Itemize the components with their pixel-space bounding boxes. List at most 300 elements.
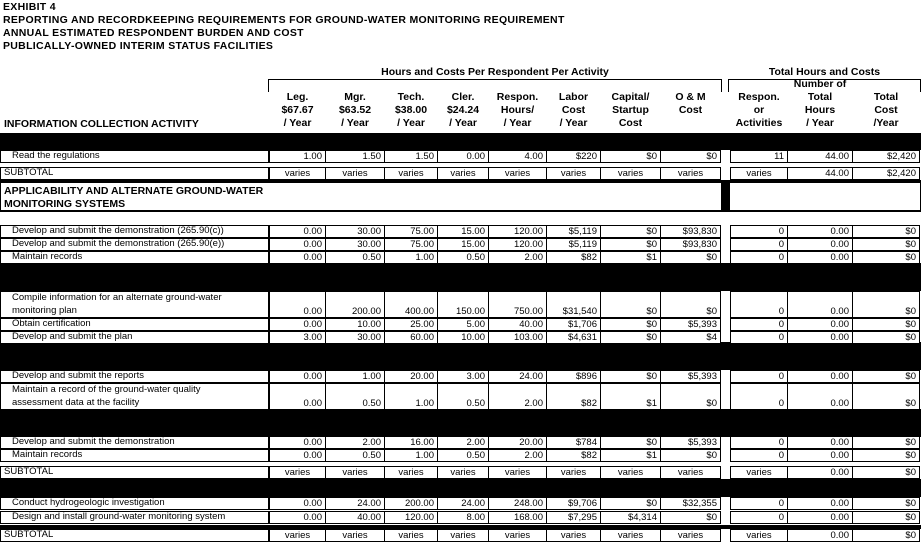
- value-cell: [787, 436, 853, 449]
- value-cell: [600, 497, 661, 510]
- value-cell: [600, 331, 661, 344]
- cell-value: 0.00: [830, 398, 849, 409]
- title-line-1: EXHIBIT 4: [3, 1, 56, 13]
- value-cell: [546, 167, 601, 180]
- cell-value: 0.00: [830, 512, 849, 523]
- column-header: [788, 78, 852, 130]
- cell-value: varies: [560, 168, 587, 179]
- value-cell: [437, 331, 489, 344]
- cell-value: varies: [677, 530, 704, 541]
- cell-value: 24.00: [357, 498, 381, 509]
- value-cell: [600, 466, 661, 479]
- value-cell: [384, 529, 438, 542]
- group-header-totals: Total Hours and Costs: [768, 66, 881, 78]
- value-cell: [325, 331, 385, 344]
- value-cell: [325, 225, 385, 238]
- value-cell: [384, 370, 438, 383]
- value-cell: [384, 511, 438, 524]
- column-header-line: $38.00: [394, 104, 428, 116]
- value-cell: [384, 497, 438, 510]
- value-cell: [660, 150, 721, 163]
- cell-value: 75.00: [410, 239, 434, 250]
- column-header-line: Hours: [804, 104, 836, 116]
- activity-cell: [0, 466, 269, 479]
- cell-value: 1.00: [415, 398, 434, 409]
- cell-value: 16.00: [410, 437, 434, 448]
- column-header-line: Total: [873, 91, 899, 103]
- subtotal-row: [0, 167, 921, 180]
- value-cell: [488, 497, 547, 510]
- cell-value: $0: [646, 306, 657, 317]
- cell-value: $82: [581, 398, 597, 409]
- table-row: [0, 497, 921, 510]
- cell-value: 0.50: [466, 252, 485, 263]
- value-cell: [600, 238, 661, 251]
- table-row: [0, 449, 921, 462]
- activity-label-line: Develop and submit the demonstration (265.90(c)): [12, 225, 224, 236]
- value-cell: [269, 291, 326, 318]
- table-row: [0, 383, 921, 410]
- column-header-line: Mgr.: [344, 91, 366, 103]
- value-cell: [730, 167, 788, 180]
- activity-cell: [0, 225, 269, 238]
- value-cell: [384, 251, 438, 264]
- activity-label-line: Develop and submit the plan: [12, 331, 133, 342]
- value-cell: [600, 291, 661, 318]
- value-cell: [660, 238, 721, 251]
- value-cell: [546, 383, 601, 410]
- cell-value: varies: [398, 530, 424, 541]
- activity-label-line: SUBTOTAL: [4, 167, 54, 178]
- cell-value: 0: [778, 450, 784, 461]
- value-cell: [730, 466, 788, 479]
- cell-value: varies: [398, 168, 424, 179]
- value-cell: [325, 436, 385, 449]
- activity-label: [4, 466, 53, 478]
- cell-value: $0: [706, 252, 717, 263]
- value-cell: [660, 318, 721, 331]
- value-cell: [546, 511, 601, 524]
- column-header-line: Cler.: [451, 91, 475, 103]
- cell-value: 0.50: [362, 398, 381, 409]
- section-band: [0, 409, 921, 437]
- value-cell: [546, 449, 601, 462]
- cell-value: 103.00: [513, 332, 543, 343]
- cell-value: 0: [778, 332, 784, 343]
- cell-value: $4,631: [567, 332, 597, 343]
- cell-value: 0.50: [362, 450, 381, 461]
- cell-value: $82: [581, 450, 597, 461]
- value-cell: [437, 529, 489, 542]
- value-cell: [787, 529, 853, 542]
- cell-value: $2,420: [886, 168, 916, 179]
- cell-value: varies: [677, 168, 704, 179]
- cell-value: $31,540: [562, 306, 597, 317]
- cell-value: $0: [905, 239, 916, 250]
- column-header: [731, 91, 787, 130]
- value-cell: [269, 318, 326, 331]
- value-cell: [437, 251, 489, 264]
- cell-value: 2.00: [466, 437, 485, 448]
- value-cell: [488, 511, 547, 524]
- cell-value: 0.00: [830, 498, 849, 509]
- value-cell: [488, 225, 547, 238]
- value-cell: [437, 238, 489, 251]
- value-cell: [730, 251, 788, 264]
- column-header-line: or: [753, 104, 765, 116]
- title-line-3: ANNUAL ESTIMATED RESPONDENT BURDEN AND COST: [3, 27, 304, 39]
- cell-value: $82: [581, 252, 597, 263]
- cell-value: varies: [617, 530, 644, 541]
- value-cell: [730, 318, 788, 331]
- activity-label-line: SUBTOTAL: [4, 466, 54, 477]
- cell-value: 40.00: [357, 512, 381, 523]
- value-cell: [437, 436, 489, 449]
- column-header: [489, 91, 546, 130]
- value-cell: [787, 251, 853, 264]
- column-header-line: Leg.: [286, 91, 309, 103]
- table-row: [0, 511, 921, 524]
- cell-value: $0: [646, 151, 657, 162]
- cell-value: 0.00: [830, 437, 849, 448]
- value-cell: [325, 150, 385, 163]
- value-cell: [787, 291, 853, 318]
- value-cell: [437, 291, 489, 318]
- cell-value: 200.00: [351, 306, 381, 317]
- value-cell: [730, 497, 788, 510]
- cell-value: $0: [646, 371, 657, 382]
- value-cell: [269, 167, 326, 180]
- value-cell: [269, 238, 326, 251]
- activity-label-line: assessment data at the facility: [12, 397, 140, 408]
- value-cell: [384, 150, 438, 163]
- cell-value: $0: [905, 332, 916, 343]
- value-cell: [600, 225, 661, 238]
- value-cell: [787, 511, 853, 524]
- column-header: [326, 91, 384, 130]
- column-header: [661, 91, 720, 130]
- cell-value: 0: [778, 437, 784, 448]
- cell-value: 200.00: [404, 498, 434, 509]
- cell-value: varies: [450, 467, 476, 478]
- column-header-line: Total: [807, 91, 833, 103]
- value-cell: [787, 225, 853, 238]
- cell-value: 400.00: [404, 306, 434, 317]
- column-header: [601, 91, 660, 130]
- cell-value: $0: [905, 371, 916, 382]
- section-band: [0, 342, 921, 370]
- column-header-line: Respon.: [496, 91, 539, 103]
- value-cell: [325, 291, 385, 318]
- value-cell: [325, 449, 385, 462]
- column-header-line: / Year: [449, 117, 477, 129]
- value-cell: [660, 436, 721, 449]
- cell-value: 24.00: [461, 498, 485, 509]
- value-cell: [269, 225, 326, 238]
- cell-value: 168.00: [513, 512, 543, 523]
- activity-label-line: SUBTOTAL: [4, 529, 54, 540]
- value-cell: [730, 291, 788, 318]
- cell-value: 1.00: [415, 252, 434, 263]
- column-header-line: $63.52: [338, 104, 372, 116]
- activity-label: [12, 150, 100, 162]
- value-cell: [852, 225, 920, 238]
- cell-value: 0.00: [303, 512, 322, 523]
- activity-cell: [0, 318, 269, 331]
- cell-value: varies: [342, 168, 368, 179]
- cell-value: 0.00: [830, 371, 849, 382]
- activity-label: [12, 436, 175, 448]
- cell-value: varies: [617, 467, 644, 478]
- activity-label: [12, 497, 165, 509]
- cell-value: $4: [706, 332, 717, 343]
- value-cell: [600, 167, 661, 180]
- cell-value: varies: [560, 467, 587, 478]
- activity-cell: [0, 529, 269, 542]
- activity-label-line: Maintain records: [12, 251, 83, 262]
- value-cell: [600, 370, 661, 383]
- value-cell: [488, 370, 547, 383]
- cell-value: $5,393: [687, 371, 717, 382]
- value-cell: [852, 370, 920, 383]
- activity-label: [12, 511, 225, 523]
- cell-value: $5,393: [687, 319, 717, 330]
- activity-label-line: Read the regulations: [12, 150, 100, 161]
- cell-value: 44.00: [825, 151, 849, 162]
- value-cell: [384, 383, 438, 410]
- cell-value: $32,355: [682, 498, 717, 509]
- cell-value: 10.00: [357, 319, 381, 330]
- cell-value: 1.00: [415, 450, 434, 461]
- table-row: [0, 150, 921, 163]
- cell-value: 0.00: [830, 306, 849, 317]
- value-cell: [787, 238, 853, 251]
- column-header-line: Tech.: [397, 91, 425, 103]
- cell-value: 15.00: [461, 226, 485, 237]
- value-cell: [730, 511, 788, 524]
- value-cell: [325, 251, 385, 264]
- value-cell: [325, 238, 385, 251]
- value-cell: [269, 251, 326, 264]
- column-header: [270, 91, 325, 130]
- activity-label: [12, 331, 132, 343]
- column-header-line: [661, 117, 720, 130]
- value-cell: [852, 167, 920, 180]
- cell-value: varies: [342, 530, 368, 541]
- column-header-line: / Year: [503, 117, 532, 129]
- cell-value: 0.50: [466, 450, 485, 461]
- column-header-line: Cost: [561, 104, 586, 116]
- cell-value: $0: [905, 437, 916, 448]
- cell-value: $0: [905, 252, 916, 263]
- cell-value: 1.50: [415, 151, 434, 162]
- cell-value: $0: [905, 450, 916, 461]
- value-cell: [730, 225, 788, 238]
- cell-value: 2.00: [524, 252, 543, 263]
- value-cell: [437, 511, 489, 524]
- cell-value: 120.00: [513, 239, 543, 250]
- cell-value: varies: [504, 168, 531, 179]
- value-cell: [852, 529, 920, 542]
- subtotal-row: [0, 529, 921, 542]
- value-cell: [852, 466, 920, 479]
- activity-cell: [0, 370, 269, 383]
- value-cell: [384, 466, 438, 479]
- cell-value: 750.00: [513, 306, 543, 317]
- cell-value: 0.00: [303, 437, 322, 448]
- value-cell: [325, 167, 385, 180]
- value-cell: [852, 291, 920, 318]
- table-row: [0, 291, 921, 318]
- table-row: [0, 251, 921, 264]
- value-cell: [325, 383, 385, 410]
- activity-label-line: Develop and submit the demonstration (265.90(e)): [12, 238, 225, 249]
- cell-value: 0: [778, 306, 784, 317]
- table-row: [0, 436, 921, 449]
- value-cell: [269, 370, 326, 383]
- value-cell: [787, 466, 853, 479]
- activity-cell: [0, 449, 269, 462]
- value-cell: [546, 370, 601, 383]
- cell-value: 0.00: [303, 319, 322, 330]
- column-header-line: Labor: [558, 91, 589, 103]
- cell-value: 1.50: [362, 151, 381, 162]
- cell-value: $5,393: [687, 437, 717, 448]
- value-cell: [546, 150, 601, 163]
- cell-value: 0: [778, 252, 784, 263]
- value-cell: [787, 318, 853, 331]
- cell-value: 75.00: [410, 226, 434, 237]
- value-cell: [325, 370, 385, 383]
- cell-value: $1: [646, 398, 657, 409]
- cell-value: varies: [342, 467, 368, 478]
- cell-value: 0.00: [303, 239, 322, 250]
- value-cell: [852, 497, 920, 510]
- value-cell: [660, 225, 721, 238]
- value-cell: [269, 449, 326, 462]
- cell-value: $0: [706, 512, 717, 523]
- value-cell: [787, 383, 853, 410]
- value-cell: [269, 383, 326, 410]
- cell-value: $4,314: [627, 512, 657, 523]
- value-cell: [600, 251, 661, 264]
- value-cell: [437, 167, 489, 180]
- value-cell: [269, 436, 326, 449]
- value-cell: [546, 497, 601, 510]
- value-cell: [437, 497, 489, 510]
- cell-value: 0.00: [303, 252, 322, 263]
- cell-value: 248.00: [513, 498, 543, 509]
- cell-value: 0: [778, 498, 784, 509]
- column-header-line: Respon.: [738, 91, 780, 103]
- activity-label: [12, 383, 201, 409]
- cell-value: $0: [646, 437, 657, 448]
- value-cell: [852, 318, 920, 331]
- cell-value: 0.00: [303, 371, 322, 382]
- activity-label-line: Maintain records: [12, 449, 83, 460]
- column-header-line: Cost: [618, 117, 643, 129]
- cell-value: varies: [284, 467, 311, 478]
- cell-value: $1: [646, 450, 657, 461]
- column-header-line: Activities: [735, 117, 783, 129]
- cell-value: 25.00: [410, 319, 434, 330]
- value-cell: [488, 529, 547, 542]
- value-cell: [787, 167, 853, 180]
- cell-value: 2.00: [524, 450, 543, 461]
- cell-value: $0: [646, 332, 657, 343]
- cell-value: 0.50: [362, 252, 381, 263]
- column-header: [547, 91, 600, 130]
- cell-value: $0: [905, 306, 916, 317]
- cell-value: 0.50: [466, 398, 485, 409]
- value-cell: [852, 150, 920, 163]
- cell-value: 20.00: [519, 437, 543, 448]
- cell-value: varies: [746, 467, 772, 478]
- value-cell: [787, 150, 853, 163]
- cell-value: 0.00: [303, 226, 322, 237]
- activity-label: [12, 370, 144, 382]
- value-cell: [269, 497, 326, 510]
- title-line-2: REPORTING AND RECORDKEEPING REQUIREMENTS FOR GROUND-WATER MONITORING REQUIREMENT: [3, 14, 565, 26]
- value-cell: [488, 251, 547, 264]
- column-header-line: / Year: [341, 117, 369, 129]
- column-header-line: Cost: [874, 104, 898, 116]
- cell-value: $2,420: [886, 151, 916, 162]
- cell-value: $0: [706, 306, 717, 317]
- value-cell: [437, 370, 489, 383]
- cell-value: 0.00: [830, 467, 849, 478]
- cell-value: $93,830: [682, 239, 717, 250]
- cell-value: $0: [646, 226, 657, 237]
- cell-value: 120.00: [404, 512, 434, 523]
- column-header-line: / Year: [397, 117, 425, 129]
- value-cell: [660, 383, 721, 410]
- column-header-line: $67.67: [281, 104, 314, 116]
- cell-value: 10.00: [461, 332, 485, 343]
- cell-value: $0: [905, 319, 916, 330]
- cell-value: 0.00: [830, 450, 849, 461]
- activity-label: [12, 225, 224, 237]
- activity-cell: [0, 291, 269, 318]
- cell-value: 30.00: [357, 332, 381, 343]
- cell-value: 0.00: [303, 450, 322, 461]
- group-header-per-respondent: Hours and Costs Per Respondent Per Activity: [381, 66, 609, 78]
- activity-label: [12, 251, 82, 263]
- activity-label: [12, 238, 224, 250]
- cell-value: varies: [746, 168, 772, 179]
- activity-column-header: INFORMATION COLLECTION ACTIVITY: [4, 118, 199, 130]
- value-cell: [437, 466, 489, 479]
- title-line-4: PUBLICALLY-OWNED INTERIM STATUS FACILITIES: [3, 40, 274, 52]
- value-cell: [384, 331, 438, 344]
- cell-value: 3.00: [466, 371, 485, 382]
- cell-value: 30.00: [357, 239, 381, 250]
- activity-cell: [0, 167, 269, 180]
- cell-value: $5,119: [568, 226, 597, 237]
- value-cell: [437, 225, 489, 238]
- value-cell: [269, 466, 326, 479]
- value-cell: [852, 383, 920, 410]
- value-cell: [852, 436, 920, 449]
- value-cell: [852, 511, 920, 524]
- cell-value: 44.00: [825, 168, 849, 179]
- cell-value: varies: [677, 467, 704, 478]
- cell-value: 0.00: [830, 332, 849, 343]
- section-band: [0, 263, 921, 291]
- cell-value: varies: [398, 467, 424, 478]
- activity-label: [4, 167, 53, 179]
- cell-value: 0.00: [830, 319, 849, 330]
